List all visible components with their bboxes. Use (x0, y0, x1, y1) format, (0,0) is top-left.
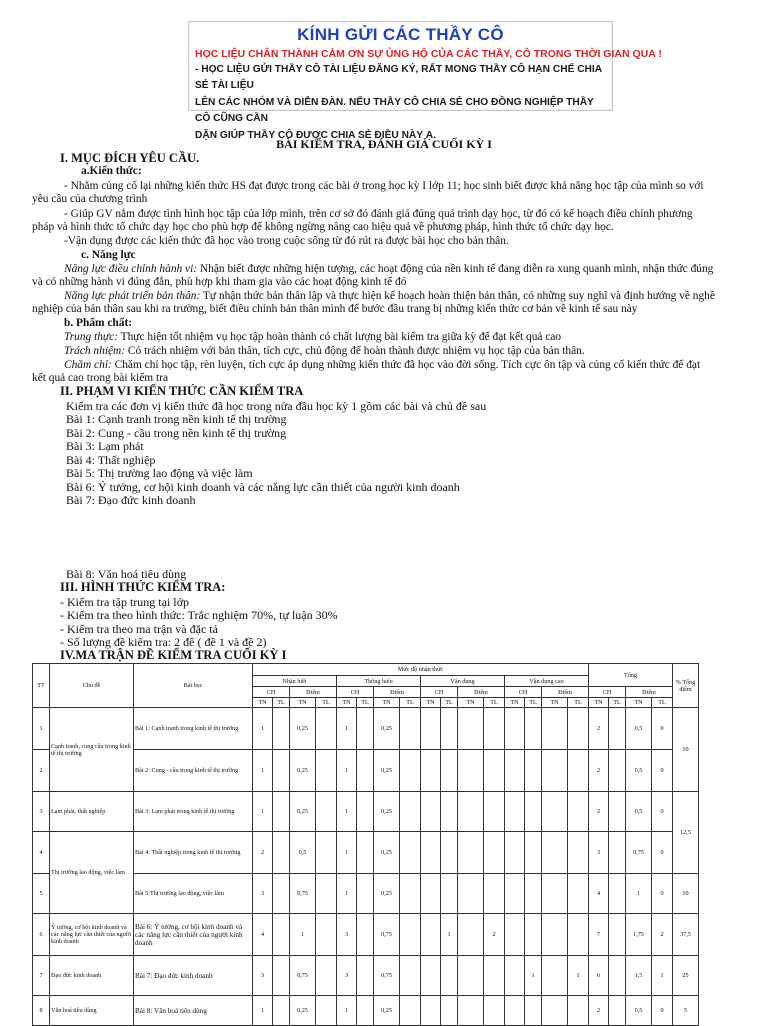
cell-value: 2 (652, 914, 673, 956)
cell-topic: Thị trường lao động, việc làm (50, 832, 134, 914)
cell-value (441, 832, 458, 874)
table-row (33, 792, 699, 832)
header-tl: TL (568, 698, 589, 708)
cell-value: 0,25 (290, 996, 316, 1026)
cell-value: 0 (652, 750, 673, 792)
cell-value (505, 832, 525, 874)
cell-lesson: Bài 1: Cạnh tranh trong kinh tế thị trường (134, 708, 253, 750)
header-tl: TL (273, 698, 290, 708)
header-tn: TN (542, 698, 568, 708)
cell-value (458, 792, 484, 832)
cell-value: 0,75 (290, 956, 316, 996)
cell-value (441, 750, 458, 792)
cell-value (421, 708, 441, 750)
cell-percent: 10 (673, 874, 699, 914)
cell-value: 0 (652, 708, 673, 750)
knowledge-heading: a.Kiến thức: (81, 165, 142, 177)
cell-value (316, 996, 337, 1026)
cell-value (273, 956, 290, 996)
cell-value (421, 832, 441, 874)
quality-heading: b. Phẩm chất: (64, 317, 133, 329)
section-4-heading: IV.MA TRẬN ĐỀ KIỂM TRA CUỐI KỲ I (60, 648, 287, 662)
cell-value: 1 (652, 956, 673, 996)
cell-value: 0,25 (374, 708, 400, 750)
header-tl: TL (316, 698, 337, 708)
cell-tt: 3 (33, 792, 50, 832)
text: Có trách nhiệm với bản thân, tích cực, chủ động để hoàn thành được nhiệm vụ học tập của bản thân. (125, 345, 585, 357)
cell-value (505, 956, 525, 996)
header-tl: TL (609, 698, 626, 708)
cell-value (568, 832, 589, 874)
lesson-item: Bài 5: Thị trường lao động và việc làm (66, 466, 253, 480)
header-diem: Điểm (290, 687, 337, 698)
cell-value: 3 (337, 956, 357, 996)
cell-value (484, 792, 505, 832)
cell-lesson: Bài 2: Cung - cầu trong kinh tế thị trường (134, 750, 253, 792)
cell-value (357, 792, 374, 832)
text: Thực hiện tốt nhiệm vụ học tập hoàn thành có chất lượng bài kiểm tra giữa kỳ để đạt kết quả cao (118, 331, 562, 343)
cell-value: 1,5 (626, 956, 652, 996)
text: Chăm chỉ học tập, rèn luyện, tích cực áp dụng những kiến thức đã học vào đời sống. Tích cực ôn tập và củng cố kiến thức để đạt (111, 359, 701, 371)
cell-value (542, 996, 568, 1026)
header-diem: Điểm (542, 687, 589, 698)
header-level-1: Nhận biết (253, 676, 337, 687)
cell-value (316, 832, 337, 874)
cell-percent: 37,5 (673, 914, 699, 956)
form-item: - Kiểm tra tập trung tại lớp (60, 595, 189, 609)
cell-tt: 8 (33, 996, 50, 1026)
cell-value (542, 914, 568, 956)
paragraph: kết quả cao trong bài kiểm tra (32, 372, 169, 384)
cell-value (568, 750, 589, 792)
cell-value (273, 996, 290, 1026)
header-ch: CH (505, 687, 542, 698)
cell-percent: 5 (673, 996, 699, 1026)
cell-value (609, 792, 626, 832)
header-tn: TN (374, 698, 400, 708)
cell-value: 1 (337, 832, 357, 874)
cell-value (357, 832, 374, 874)
banner-line-3: LÊN CÁC NHÓM VÀ DIỄN ĐÀN. NẾU THẦY CÔ CHIA SẺ CHO ĐỒNG NGHIỆP THẦY CÔ CŨNG CẦN (195, 97, 594, 124)
cell-value: 1 (337, 996, 357, 1026)
header-ch: CH (421, 687, 458, 698)
section-1-heading: I. MỤC ĐÍCH YÊU CẦU. (60, 151, 200, 165)
cell-topic: Cạnh tranh, cung cầu trong kinh tế thị trường (50, 708, 134, 792)
header-level-4: Vận dụng cao (505, 676, 589, 687)
header-ch: CH (253, 687, 290, 698)
term: Trách nhiệm: (64, 345, 126, 357)
cell-value (357, 914, 374, 956)
cell-value (400, 874, 421, 914)
cell-value: 0,75 (374, 956, 400, 996)
cell-value: 1 (290, 914, 316, 956)
banner-line-2: - HỌC LIỆU GỬI THẦY CÔ TÀI LIỆU ĐĂNG KÝ, RẤT MONG THẦY CÔ HẠN CHẾ CHIA SẺ TÀI LIỆU (195, 64, 602, 91)
paragraph: pháp và hình thức tổ chức dạy học cho phù hợp để không ngừng nâng cao hiệu quả về phương pháp, hình thức tổ chức dạy học. (32, 221, 614, 233)
cell-topic: Văn hoá tiêu dùng (50, 996, 134, 1026)
paragraph (64, 263, 713, 276)
paragraph: nghiệp của bản thân sau khi ra trường, biết điều chỉnh bản thân mình để bước đầu trang bị những kiến thức cơ bản về kinh tế sau này (32, 303, 638, 315)
cell-value: 1,75 (626, 914, 652, 956)
cell-value: 3 (337, 914, 357, 956)
cell-value: 0,5 (626, 708, 652, 750)
cell-value (525, 792, 542, 832)
cell-value (609, 914, 626, 956)
header-tl: TL (441, 698, 458, 708)
cell-value: 2 (589, 708, 609, 750)
cell-value: 0 (652, 832, 673, 874)
cell-value (421, 750, 441, 792)
term: Trung thực: (64, 331, 118, 343)
cell-value (609, 956, 626, 996)
cell-lesson: Bài 6: Ý tưởng, cơ hội kinh doanh và các năng lực cần thiết của người kinh doanh (134, 914, 253, 956)
cell-lesson: Bài 4: Thất nghiệp trong kinh tế thị trường (134, 832, 253, 874)
competence-heading: c. Năng lực (81, 249, 136, 261)
header-percent: % Tổng điểm (673, 664, 699, 708)
cell-topic: Đạo đức kinh doanh (50, 956, 134, 996)
cell-value (484, 750, 505, 792)
banner-line-4: DẶN GIÚP THẦY CÔ ĐƯỢC CHIA SẺ ĐIỀU NÀY Ạ. (195, 130, 436, 141)
header-tl: TL (484, 698, 505, 708)
paragraph: Kiểm tra các đơn vị kiến thức đã học trong nửa đầu học kỳ 1 gồm các bài và chủ đề sau (66, 399, 487, 413)
cell-percent: 25 (673, 956, 699, 996)
header-topic: Chủ đề (50, 664, 134, 708)
cell-value (505, 914, 525, 956)
paragraph (64, 290, 715, 303)
cell-value (484, 832, 505, 874)
cell-value (273, 792, 290, 832)
cell-value (458, 874, 484, 914)
cell-value: 0 (652, 792, 673, 832)
cell-value: 1 (253, 708, 273, 750)
section-3-heading: III. HÌNH THỨC KIỂM TRA: (60, 580, 226, 594)
term: Chăm chỉ: (64, 359, 112, 371)
form-item: - Kiểm tra theo hình thức: Trắc nghiệm 70%, tự luận 30% (60, 608, 338, 622)
cell-value: 6 (589, 956, 609, 996)
text: Tự nhận thức bản thân lập và thực hiện kế hoạch hoàn thiện bản thân, có những suy nghĩ và định hướng về nghề (200, 290, 715, 302)
header-tl: TL (652, 698, 673, 708)
header-tl: TL (357, 698, 374, 708)
cell-value: 0,5 (626, 996, 652, 1026)
header-cognitive-level: Mức độ nhận thức (253, 664, 589, 676)
cell-value (458, 996, 484, 1026)
cell-value (357, 874, 374, 914)
cell-tt: 5 (33, 874, 50, 914)
cell-value (484, 874, 505, 914)
paragraph: - Giúp GV nắm được tình hình học tập của lớp mình, trên cơ sở đó đánh giá đúng quá trình dạy học, từ đó có kế hoạch điều chỉnh phương (64, 208, 693, 220)
paragraph (64, 359, 700, 372)
cell-value (400, 914, 421, 956)
cell-value (484, 996, 505, 1026)
cell-value (609, 874, 626, 914)
cell-value (273, 914, 290, 956)
cell-value (609, 832, 626, 874)
cell-value (505, 792, 525, 832)
cell-lesson: Bài 3: Lạm phát trong kinh tế thị trường (134, 792, 253, 832)
cell-value (484, 708, 505, 750)
cell-value: 0,5 (290, 832, 316, 874)
cell-tt: 4 (33, 832, 50, 874)
cell-value (441, 956, 458, 996)
cell-value (316, 792, 337, 832)
cell-value (542, 874, 568, 914)
header-diem: Điểm (626, 687, 673, 698)
cell-value (273, 750, 290, 792)
header-level-2: Thông hiểu (337, 676, 421, 687)
cell-value (441, 874, 458, 914)
header-tl: TL (525, 698, 542, 708)
cell-value: 2 (589, 792, 609, 832)
cell-lesson: Bài 7: Đạo đức kinh doanh (134, 956, 253, 996)
cell-value (400, 708, 421, 750)
cell-value (609, 750, 626, 792)
cell-value: 1 (337, 708, 357, 750)
cell-value: 1 (568, 956, 589, 996)
cell-value: 0,25 (374, 792, 400, 832)
cell-value (441, 708, 458, 750)
header-tl: TL (400, 698, 421, 708)
cell-value (568, 996, 589, 1026)
cell-value: 0,5 (626, 792, 652, 832)
cell-value: 0 (652, 874, 673, 914)
cell-value (357, 956, 374, 996)
lesson-item: Bài 8: Văn hoá tiêu dùng (66, 567, 187, 581)
cell-value: 1 (253, 792, 273, 832)
cell-value: 0,5 (626, 750, 652, 792)
term: Năng lực điều chỉnh hành vi: (64, 263, 198, 275)
cell-value: 1 (337, 750, 357, 792)
lesson-item: Bài 4: Thất nghiệp (66, 453, 156, 467)
paragraph: yêu cầu của chương trình (32, 193, 148, 205)
cell-value (316, 956, 337, 996)
cell-value: 0 (652, 996, 673, 1026)
header-level-3: Vận dụng (421, 676, 505, 687)
cell-value (458, 750, 484, 792)
banner-thanks: HỌC LIỆU CHÂN THÀNH CẢM ƠN SỰ ỦNG HỘ CỦA CÁC THẦY, CÔ TRONG THỜI GIAN QUA ! (195, 48, 662, 60)
header-ch: CH (589, 687, 626, 698)
header-tn: TN (421, 698, 441, 708)
cell-value (542, 750, 568, 792)
header-ch: CH (337, 687, 374, 698)
cell-percent: 12,5 (673, 792, 699, 874)
form-item: - Số lượng đề kiểm tra: 2 đề ( đề 1 và đề 2) (60, 635, 267, 649)
paragraph: và có những hành vi đúng đắn, phù hợp khi tham gia vào các hoạt động kinh tế đó (32, 276, 407, 288)
cell-value (316, 708, 337, 750)
cell-value: 0,25 (290, 792, 316, 832)
cell-percent: 10 (673, 708, 699, 792)
cell-value (421, 956, 441, 996)
cell-value (525, 996, 542, 1026)
cell-lesson: Bài 8: Văn hoá tiêu dùng (134, 996, 253, 1026)
document-title: BÀI KIỂM TRA, ĐÁNH GIÁ CUỐI KỲ I (276, 137, 492, 151)
form-item: - Kiểm tra theo ma trận và đặc tả (60, 622, 218, 636)
header-diem: Điểm (374, 687, 421, 698)
cell-value (458, 914, 484, 956)
cell-value (568, 874, 589, 914)
header-tn: TN (337, 698, 357, 708)
cell-value (458, 832, 484, 874)
cell-value (609, 708, 626, 750)
header-tn: TN (253, 698, 273, 708)
header-tt: TT (33, 664, 50, 708)
paragraph (64, 345, 585, 358)
paragraph: -Vận dụng được các kiến thức đã học vào trong cuộc sống từ đó rút ra được bài học cho bản thân. (64, 235, 509, 247)
cell-value (441, 996, 458, 1026)
table-row (33, 956, 699, 996)
header-tn: TN (290, 698, 316, 708)
cell-value (316, 914, 337, 956)
header-tn: TN (589, 698, 609, 708)
cell-value (421, 792, 441, 832)
cell-value (542, 832, 568, 874)
cell-value: 3 (253, 874, 273, 914)
table-row (33, 914, 699, 956)
cell-value (421, 874, 441, 914)
cell-value (273, 874, 290, 914)
cell-value (525, 914, 542, 956)
cell-value (400, 792, 421, 832)
section-2-heading: II. PHẠM VI KIẾN THỨC CẦN KIỂM TRA (60, 384, 304, 398)
cell-value (525, 874, 542, 914)
cell-value: 1 (441, 914, 458, 956)
table-row (33, 708, 699, 750)
cell-value: 2 (484, 914, 505, 956)
lesson-item: Bài 3: Lạm phát (66, 439, 144, 453)
banner-title: KÍNH GỬI CÁC THẦY CÔ (297, 25, 504, 44)
cell-value: 1 (253, 996, 273, 1026)
table-row (33, 996, 699, 1026)
cell-value (421, 914, 441, 956)
cell-value (525, 708, 542, 750)
cell-value: 0,25 (374, 996, 400, 1026)
cell-value: 0,25 (290, 750, 316, 792)
table-row (33, 832, 699, 874)
header-total: Tổng (589, 664, 673, 687)
cell-value (400, 956, 421, 996)
cell-value: 3 (253, 956, 273, 996)
cell-value (568, 914, 589, 956)
cell-value (505, 750, 525, 792)
cell-value: 2 (253, 832, 273, 874)
cell-tt: 6 (33, 914, 50, 956)
cell-value (525, 832, 542, 874)
header-lesson: Bài học (134, 664, 253, 708)
paragraph (64, 331, 561, 344)
cell-value (458, 956, 484, 996)
cell-value (400, 750, 421, 792)
lesson-item: Bài 6: Ý tưởng, cơ hội kinh doanh và các năng lực cần thiết của người kinh doanh (66, 480, 460, 494)
cell-value: 7 (589, 914, 609, 956)
cell-topic: Lạm phát, thất nghiệp (50, 792, 134, 832)
cell-value (400, 996, 421, 1026)
cell-value: 2 (589, 996, 609, 1026)
cell-value (421, 996, 441, 1026)
cell-value: 0,25 (374, 874, 400, 914)
cell-value (357, 750, 374, 792)
lesson-item: Bài 1: Cạnh tranh trong nền kinh tế thị trường (66, 412, 287, 426)
cell-value (273, 832, 290, 874)
cell-value (542, 792, 568, 832)
cell-value: 1 (337, 874, 357, 914)
lesson-item: Bài 7: Đạo đức kinh doanh (66, 493, 196, 507)
cell-value: 2 (589, 750, 609, 792)
cell-value: 0,75 (374, 914, 400, 956)
cell-lesson: Bài 5:Thị trường lao động, việc làm (134, 874, 253, 914)
cell-value: 1 (253, 750, 273, 792)
cell-value (357, 708, 374, 750)
cell-value: 3 (589, 832, 609, 874)
cell-value: 0,25 (374, 832, 400, 874)
assessment-matrix-table (32, 663, 699, 1026)
header-diem: Điểm (458, 687, 505, 698)
notice-banner (188, 21, 662, 141)
cell-value: 1 (337, 792, 357, 832)
cell-value (505, 708, 525, 750)
header-tn: TN (458, 698, 484, 708)
header-tn: TN (505, 698, 525, 708)
cell-value: 0,25 (374, 750, 400, 792)
cell-value (484, 956, 505, 996)
cell-value (357, 996, 374, 1026)
cell-value (441, 792, 458, 832)
paragraph: - Nhằm củng cố lại những kiến thức HS đạt được trong các bài ở trong học kỳ I lớp 11; học sinh biết được khả năng học tập của mình so với (64, 180, 704, 192)
cell-tt: 2 (33, 750, 50, 792)
cell-value: 0,75 (290, 874, 316, 914)
header-tn: TN (626, 698, 652, 708)
cell-value (458, 708, 484, 750)
cell-value (400, 832, 421, 874)
cell-value (505, 996, 525, 1026)
text: Nhận biết được những hiện tượng, các hoạt động của nền kinh tế đang diễn ra xung quanh mình, nhận thức đúng (197, 263, 714, 275)
cell-tt: 1 (33, 708, 50, 750)
cell-tt: 7 (33, 956, 50, 996)
cell-value (505, 874, 525, 914)
cell-value (273, 708, 290, 750)
cell-value (542, 956, 568, 996)
cell-topic: Ý tưởng, cơ hội kinh doanh và các năng lực cần thiết của người kinh doanh (50, 914, 134, 956)
cell-value: 4 (253, 914, 273, 956)
cell-value: 4 (589, 874, 609, 914)
cell-value (568, 708, 589, 750)
cell-value (316, 874, 337, 914)
cell-value: 0,25 (290, 708, 316, 750)
term: Năng lực phát triển bản thân: (64, 290, 201, 302)
cell-value (542, 708, 568, 750)
cell-value (609, 996, 626, 1026)
cell-value (568, 792, 589, 832)
lesson-item: Bài 2: Cung - cầu trong nền kinh tế thị trường (66, 426, 287, 440)
cell-value: 0,75 (626, 832, 652, 874)
cell-value (525, 750, 542, 792)
cell-value: 1 (626, 874, 652, 914)
cell-value (316, 750, 337, 792)
cell-value: 1 (525, 956, 542, 996)
